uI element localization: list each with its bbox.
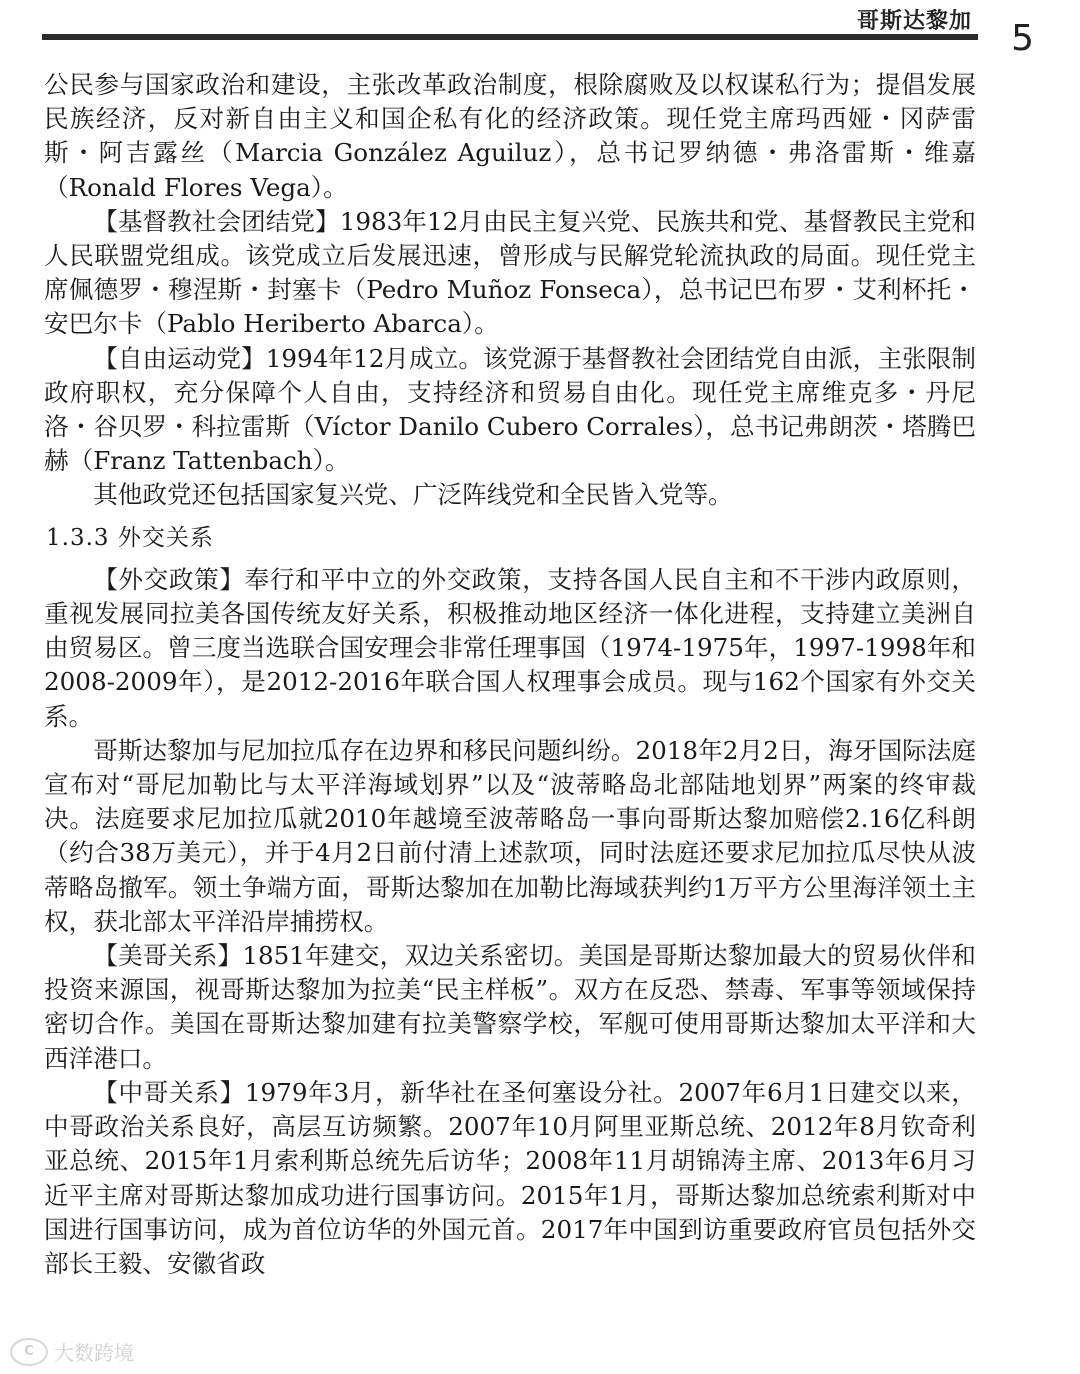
- paragraph-foreign-policy: 【外交政策】奉行和平中立的外交政策，支持各国人民自主和不干涉内政原则，重视发展同拉美各国传统友好关系，积极推动地区经济一体化进程，支持建立美洲自由贸易区。曾三度当选联合国安理会非常任理事国（1974-1975年，1997-1998年和2008-2009年），是2012-2016年联合国人权理事会成员。现与162个国家有外交关系。: [44, 564, 976, 731]
- page-number: 5: [1011, 18, 1034, 59]
- paragraph-continued: 公民参与国家政治和建设，主张改革政治制度，根除腐败及以权谋私行为；提倡发展民族经济，反对新自由主义和国企私有化的经济政策。现任党主席玛西娅・冈萨雷斯・阿吉露丝（Marcia González Aguiluz），总书记罗纳德・弗洛雷斯・维嘉（Ronald Flores Vega）。: [44, 70, 976, 202]
- header-rule: [42, 34, 978, 40]
- watermark: [10, 1337, 134, 1366]
- paragraph-party-ml: 【自由运动党】1994年12月成立。该党源于基督教社会团结党自由派，主张限制政府职权，充分保障个人自由，支持经济和贸易自由化。现任党主席维克多・丹尼洛・谷贝罗・科拉雷斯（Víctor Danilo Cubero Corrales），总书记弗朗茨・塔腾巴赫（Franz Tattenbach）。: [44, 343, 976, 476]
- running-header-title: 哥斯达黎加: [856, 9, 972, 34]
- section-heading: 1.3.3 外交关系: [46, 524, 214, 551]
- paragraph-china-relations: 【中哥关系】1979年3月，新华社在圣何塞设分社。2007年6月1日建交以来，中哥政治关系良好，高层互访频繁。2007年10月阿里亚斯总统、2012年8月钦奇利亚总统、2015年1月索利斯总统先后访华；2008年11月胡锦涛主席、2013年6月习近平主席对哥斯达黎加成功进行国事访问。2015年1月，哥斯达黎加总统索利斯对中国进行国事访问，成为首位访华的外国元首。2017年中国到访重要政府官员包括外交部长王毅、安徽省政: [44, 1077, 976, 1278]
- paragraph-us-relations: 【美哥关系】1851年建交，双边关系密切。美国是哥斯达黎加最大的贸易伙伴和投资来源国，视哥斯达黎加为拉美“民主样板”。双方在反恐、禁毒、军事等领域保持密切合作。美国在哥斯达黎加建有拉美警察学校，军舰可使用哥斯达黎加太平洋和大西洋港口。: [44, 941, 976, 1073]
- paragraph-other-parties: 其他政党还包括国家复兴党、广泛阵线党和全民皆入党等。: [93, 480, 733, 510]
- document-body: [44, 68, 976, 1281]
- paragraph-nicaragua-dispute: 哥斯达黎加与尼加拉瓜存在边界和移民问题纠纷。2018年2月2日，海牙国际法庭宣布对“哥尼加勒比与太平洋海域划界”以及“波蒂略岛北部陆地划界”两案的终审裁决。法庭要求尼加拉瓜就2010年越境至波蒂略岛一事向哥斯达黎加赔偿2.16亿科朗（约合38万美元），并于4月2日前付清上述款项，同时法庭还要求尼加拉瓜尽快从波蒂略岛撤军。领土争端方面，哥斯达黎加在加勒比海域获判约1万平方公里海洋领土主权，获北部太平洋沿岸捕捞权。: [44, 735, 976, 936]
- paragraph-party-pusc: 【基督教社会团结党】1983年12月由民主复兴党、民族共和党、基督教民主党和人民联盟党组成。该党成立后发展迅速，曾形成与民解党轮流执政的局面。现任党主席佩德罗・穆涅斯・封塞卡（Pedro Muñoz Fonseca），总书记巴布罗・艾利杯托・安巴尔卡（Pablo Heriberto Abarca）。: [44, 206, 976, 339]
- watermark-logo-icon: C: [10, 1338, 48, 1366]
- watermark-text: 大数跨境: [54, 1341, 134, 1365]
